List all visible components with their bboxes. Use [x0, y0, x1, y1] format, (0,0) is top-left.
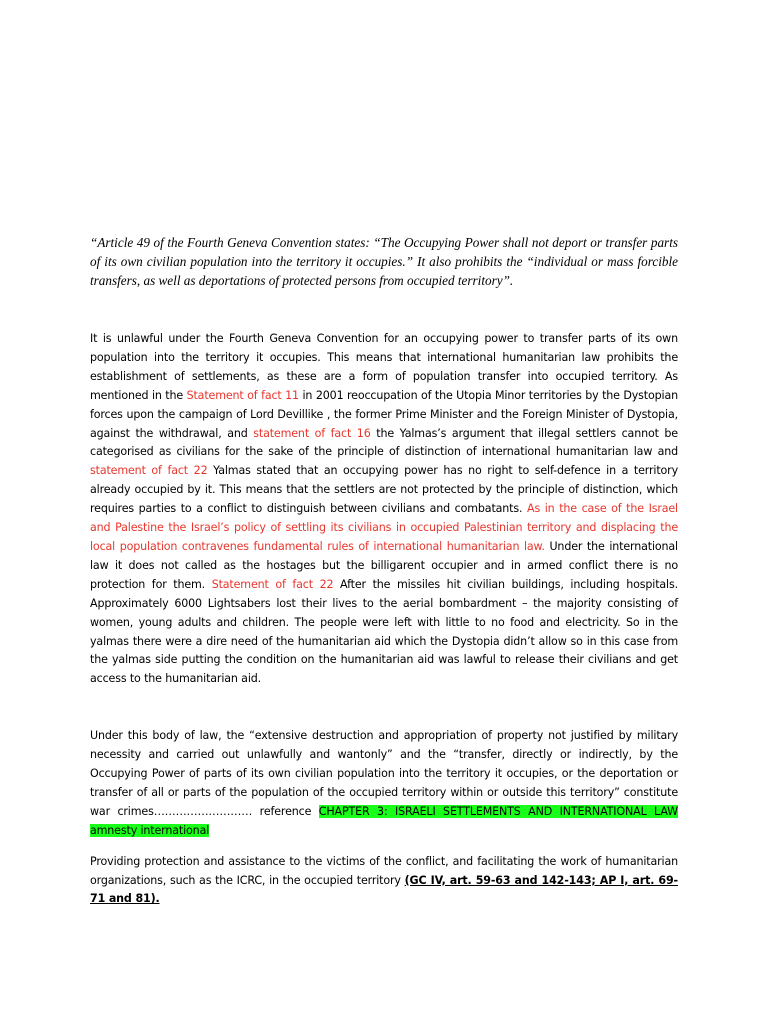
- statement-of-fact-16-reference: statement of fact 16: [253, 426, 371, 440]
- text-segment: Providing protection and assistance to the victims of the conflict, and facilitating the work of humanitarian organizations, such as the ICRC, in the occupied territory: [90, 854, 678, 887]
- article-49-quote: “Article 49 of the Fourth Geneva Convention states: “The Occupying Power shall not deport or transfer parts of its own civilian population into the territory it occupies.” It also prohibits the “individual or mass forcible transfers, as well as deportations of protected persons from occupied territory”.: [90, 235, 678, 288]
- chapter-3-highlight: CHAPTER 3: ISRAELI SETTLEMENTS AND INTERNATIONAL LAW: [318, 804, 678, 818]
- war-crimes-paragraph: [90, 727, 678, 840]
- text-segment: Under this body of law, the “extensive destruction and appropriation of property not justified by military necessity and carried out unlawfully and wantonly” and the “transfer, directly or indirectly, by the Occupying Power of parts of its own civilian population into the territory it occupies, or the deportation or transfer of all or parts of the population of the occupied territory within or outside this territory” constitute war crimes……………………… reference: [90, 729, 678, 818]
- israel-palestine-comparison: As in the case of the Israel and Palestine the Israel’s policy of settling its civilians in occupied Palestinian territory and displacing the local population contravenes fundamental rules of international humanitarian law.: [90, 502, 678, 553]
- text-segment: the Yalmas’s argument that illegal settlers cannot be categorised as civilians for the sake of the principle of distinction of international humanitarian law and: [90, 426, 678, 459]
- geneva-convention-citation: (GC IV, art. 59-63 and 142-143; AP I, art. 69-71 and 81).: [90, 873, 679, 906]
- text-segment: Under the international law it does not called as the hostages but the billigarent occupier and in armed conflict there is no protection for them.: [90, 539, 678, 591]
- text-segment: in 2001 reoccupation of the Utopia Minor territories by the Dystopian forces upon the campaign of Lord Devillike , the former Prime Minister and the Foreign Minister of Dystopia, against the withdrawal, and: [90, 388, 678, 440]
- text-segment: After the missiles hit civilian buildings, including hospitals. Approximately 6000 Lightsabers lost their lives to the aerial bombardment – the majority consisting of women, young adults and children. The people were left with little to no food and electricity. So in the yalmas there were a dire need of the humanitarian aid which the Dystopia didn’t allow so in this case from the yalmas side putting the condition on the humanitarian aid was lawful to release their civilians and get access to the humanitarian aid.: [90, 577, 678, 686]
- statement-of-fact-22-reference: statement of fact 22: [90, 464, 208, 478]
- text-segment: Yalmas stated that an occupying power has no right to self-defence in a territory already occupied by it. This means that the settlers are not protected by the principle of distinction, which requires parties to a conflict to distinguish between civilians and combatants.: [90, 464, 678, 516]
- settlements-paragraph: [90, 330, 678, 689]
- document-page: [90, 233, 678, 909]
- text-segment: It is unlawful under the Fourth Geneva Convention for an occupying power to transfer parts of its own population into the territory it occupies. This means that international humanitarian law prohibits the establishment of settlements, as these are a form of population transfer into occupied territory. As mentioned in the: [90, 332, 678, 402]
- statement-of-fact-11-reference: Statement of fact 11: [186, 388, 299, 402]
- statement-of-fact-22-reference-second: Statement of fact 22: [211, 577, 334, 591]
- amnesty-international-highlight: amnesty international: [90, 823, 210, 837]
- protection-paragraph: [90, 853, 678, 910]
